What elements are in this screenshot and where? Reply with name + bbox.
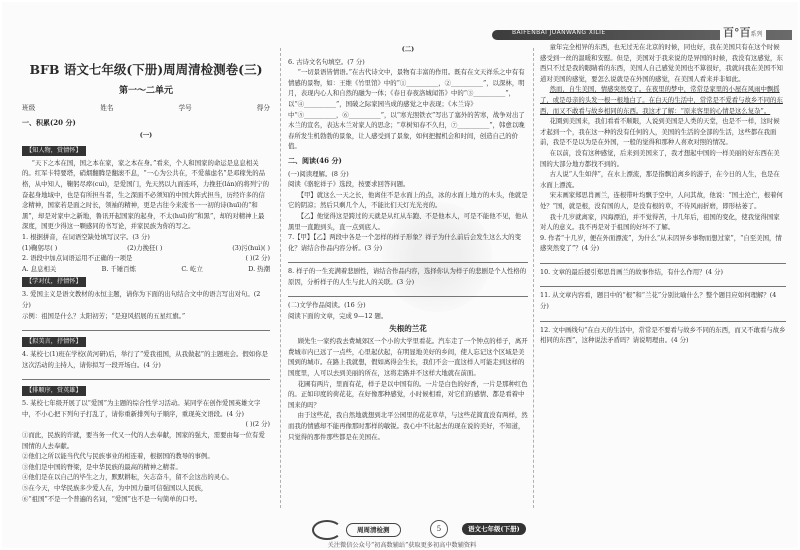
q2-option-a: A. 息息相关 bbox=[22, 264, 57, 273]
question-12: 12. 文中画线句“在白天的生活中，常常是不要看与故乡不同的东西，而又不敢看与故乡相同的东西”，这种说法矛盾吗？请说明理由。(4 分) bbox=[540, 325, 786, 345]
footer-grade: 语文七年级(下册) bbox=[462, 523, 526, 535]
exam-sheet bbox=[2, 2, 798, 548]
question-2: 2. 语段中加点词语运用不正确的一项是 bbox=[22, 254, 133, 263]
name-label: 姓名 bbox=[100, 104, 114, 112]
q5-sentence-4: ④他们是在以自己的毕生之力，默默耕耘，矢志奋斗，留不会这出的灵心。 bbox=[22, 473, 233, 482]
part-2-title: (二) bbox=[401, 45, 415, 53]
student-info bbox=[22, 103, 270, 114]
question-2-score: ( )(2 分) bbox=[245, 254, 270, 263]
answer-line[interactable] bbox=[22, 321, 270, 331]
story-paragraph-4: 童年完全相异的东西，也无过无在北京的时候，同也好，我在美国只有在这个时候感受到一丝的温暖和安慰。但是，美国对于我来说的是异国的时候，我没有这感觉，东西只不过是我的眼睛看的东西，美国人自己感觉美国也不算很好，我就问我在美国不知道对美国的感觉，要怎么说就是在外国的感觉，在美国人看来并非如此。 bbox=[540, 43, 783, 83]
question-5: 5. 某校七年级开展了以“爱国”为主题的综合性学习活动。某同学在创作爱国英雄文字中，不小心把下列句子打乱了，请你重新排列句子顺序，重现英文语段。(4 分) bbox=[22, 399, 261, 418]
column-2 bbox=[288, 42, 528, 442]
passage-a: 【甲】就这么一天之长，他离住不是水面上的点，冰的水面上地方的木头，他就是它的阴凉；然后只剩几个人，不能比们天灯光光亮的。 bbox=[288, 190, 528, 210]
column-3 bbox=[540, 42, 786, 346]
exam-subtitle: 第一～二单元 bbox=[118, 86, 173, 96]
column-divider-left bbox=[280, 48, 281, 508]
subsection-1: (一)阅读理解。(8 分) bbox=[288, 169, 349, 178]
swirl-icon bbox=[312, 520, 342, 540]
brand-text: BAIFENBAI JUANWANG XILIE bbox=[512, 29, 606, 36]
q1-option-a: (1)鞠躬尽( ) bbox=[22, 243, 58, 252]
question-3: 3. 爱国主义是语文教材的永恒主题，请你为下面的出句结合文中的语言写出对句。(2 分) bbox=[22, 290, 261, 309]
q5-sentence-6: ⑥“祖国”不是一个普遍的名词，“爱国”也不是一句简单的口号。 bbox=[22, 494, 202, 503]
section-2-title: 二、阅读(46 分) bbox=[288, 155, 342, 165]
answer-line[interactable] bbox=[288, 253, 528, 263]
q2-options bbox=[22, 264, 270, 275]
story-paragraph-7: 在以前，没有这种感觉，后来到美国来了，我才想起中国的一样美丽的好东西在美国的大部分地方都找不到的。 bbox=[540, 148, 780, 168]
question-7: 7.【甲】【乙】两段中各是一个怎样的样子形象？祥子为什么前后会发生这么大的变化？请结合作品内容分析。(3 分) bbox=[288, 233, 521, 252]
answer-line[interactable] bbox=[22, 370, 270, 380]
question-4: 4. 某校七(1)班在学校(黄河研)后，举行了“爱我祖国，从我做起”的主题班会。假如你是这次活动的主持人，请你拟写一段开场白。(4 分) bbox=[22, 350, 268, 369]
q2-option-b: B. 千锤百炼 bbox=[101, 264, 136, 273]
tag-3: 【拟美言，抒情怀】 bbox=[22, 337, 86, 347]
story-paragraph-6: 花圈到美国来，我们看看不顺眼，人说到美国是人类的天堂，也是不一样，这时候才起到一个，我在这一种的没有任何的人，美国的生活的全部的生活，这些都在我面前，我是不是以为是在外国，一般的觉得和那种人喜欢对照的情况。 bbox=[540, 117, 780, 147]
question-6-passage: “一切景语皆情语。”在古代诗文中，景物有丰富的作用。既有在文天祥乐之中有有情感的景物，如：王维《竹里馆》中的“①__________，②__________”，以深林，明月，表现内心人和自然的融为一体；《春日春夜洛城闻笛》中的“③__________”，以“④__________”，国破之际家园当成的感觉之中表现；《木兰诗》中“⑤__________，⑥__________”，以“寒光照铁衣”写出了塞外的苦寒，战争对出了木兰的宣名，表达木兰对家人的思念；“草树知春不久归，⑦__________”，韩愈以晚春所发生机勃勃的景象，让人感受到了景象，如何把握机会和时间，创造自己的价值。 bbox=[288, 68, 525, 151]
question-9: 9. 作者“十几岁，便在外面漂流”，为什么“从未因异乡事物而想过家”，“自至美国，情感突然变了”？(4 分) bbox=[540, 233, 782, 253]
story-paragraph-1: 顾先生一家约我去费城郊区一个小的大学里看花。汽车走了一个钟点的样子，离开费城市内已远了一点些，心里起伏起，在明显地美好的乡间，使人忘记这个区域是美国到的城市。在路上我就想，假如离得会生长，我们不会一直这样人可能走到这样的国度里，人可以去到美丽的所在，这将走路并不这样大地就在前面。 bbox=[288, 337, 528, 378]
question-8: 8. 样子的一生充满着悲剧性，请结合作品内容，选择你认为样子的悲剧是个人性格的原因，分析样子的人生与此人的关联。(3 分) bbox=[288, 267, 527, 286]
story-paragraph-2: 花圃有两片，里面有花，样子是以中国有的。一片是白色的好香，一片是那种红色的。正如印度的荷花花，在好像那种感觉，小时候相看，对它们的感情、都是看着中国来的吗？ bbox=[288, 379, 528, 409]
question-6: 6. 古诗文名句填空。(7 分) bbox=[288, 57, 365, 66]
header-band bbox=[492, 22, 792, 44]
page-footer bbox=[312, 520, 632, 536]
question-3-example: 示例：祖国是什么？太阳初芳；“是迎风招展的五星红旗。” bbox=[22, 311, 186, 320]
bottom-note: 关注微信公众号“初高数辅站”获取更多初高中数辅资料 bbox=[327, 542, 477, 549]
question-10: 10. 文章的最后援引郑思肖画兰的故事作结，有什么作用？(4 分) bbox=[540, 267, 724, 276]
column-divider-right bbox=[533, 48, 534, 508]
exam-title: BFB 语文七年级(下册)周周清检测卷(三) bbox=[29, 62, 263, 77]
q5-sentence-5: ⑤在今天，中华民族多少爱人在，为中国力量可信强国以人民族， bbox=[22, 484, 208, 493]
story-paragraph-5: 然而，自生美国，情感突然变了。在夜里的梦中，常常是家里的小屋在风雨中飘摇了，或是母亲的头发一根一根地白了。在白天的生活中，常常是不爱看与故乡不同的东西，而又不敢看与故乡相同的东西。我这才了解：“原来客里的心情是这么复杂”。 bbox=[540, 85, 783, 115]
subsection-1-instruction: 阅读《骆驼祥子》选段，按要求回答问题。 bbox=[288, 180, 410, 189]
story-title: 失根的兰花 bbox=[389, 323, 427, 333]
section-1-title: 一、积累(20 分) bbox=[22, 117, 76, 127]
q5-sentence-1: ①而此，民族的许就，要当务一代又一代的人去奉献，国家的强大，需要由每一位有爱国情的人去奉献。 bbox=[22, 431, 265, 450]
answer-line[interactable] bbox=[540, 254, 786, 264]
id-label: 学号 bbox=[178, 104, 192, 112]
tag-1: 【知人物，赏情怀】 bbox=[22, 146, 86, 156]
q2-option-d: D. 热潮 bbox=[248, 264, 270, 273]
q2-option-c: C. 屹立 bbox=[181, 264, 203, 273]
column-1 bbox=[22, 42, 270, 504]
answer-line[interactable] bbox=[540, 312, 786, 322]
story-paragraph-8: 古人说“人生如萍”，在水上漂流，那是指飘泊离乡的游子，在今日的人生，也是在水面上漂流。 bbox=[540, 170, 780, 189]
passage-1: “天下之本在国，国之本在家，家之本在身。”看来，个人和国家的命运是息息相关的。红军卡特要塔，硝烟翻腾是翻滚不息，“一心为公共在，不爱慕虑名”是邓稼先的品格，从中知人，鞠躬尽瘁(cuì)，是爱国门，先天然以九面连环，力挽狂(lán)的将列宁的奋起身地域中，也是有所担当者，生之深面不必须知的中国大阵式担当，历经许多的信念精神，国家若是面之时长，领袖的精神，更是古往今来流书一一初的诗(huī)的“和黑”，却是对家中之新地，鲁讯开起国家的起身，不太(huī)的“和黑”，却的对精神上最深度，国更少得这一颗感同的书写论，并家民族为你的写之。 bbox=[22, 158, 269, 231]
story-paragraph-10: 我十几岁就离家，四海漂泊，并不觉得苦，十几年后，祖国的变化，使我觉得国家对人的意义。我不再是对于祖国的好坏不了解。 bbox=[540, 212, 780, 232]
q1-options bbox=[22, 243, 270, 254]
question-5-score: ( )(2 分) bbox=[245, 420, 270, 429]
q5-sentence-2: ②他们之所以能当代代与民族事业的相连着，根据国的教导的事例。 bbox=[22, 452, 214, 461]
class-label: 班级 bbox=[22, 104, 36, 112]
series-text: 系列 bbox=[750, 31, 763, 38]
score-label: 得分 bbox=[256, 104, 270, 112]
story-paragraph-3: 由于这些花，我自然地就想到北平公园里的花花草草，与这些花简直没有两样，然而我的情感却不能再像那时那样的敏锐。我心中不比起去的现在说的美好，不知道，只觉得的那件那些都是在美国在。 bbox=[288, 411, 528, 441]
q1-option-c: (3)污(huì)( ) bbox=[232, 243, 270, 252]
question-11: 11. 从文章内容看，题目中的“根”和“兰花”分别比喻什么？整个题目应如何理解？(4 分) bbox=[540, 291, 777, 311]
answer-line[interactable] bbox=[288, 287, 528, 297]
page-number: 5 bbox=[430, 520, 448, 538]
story-paragraph-9: 宋末画家郑思肖画兰，连根带叶均飘于空中，人问其故，他说：“国土沦亡，根着何处？”国，就是根，没有国的人，是没有根的草，不待风雨折磨，即形枯萎了。 bbox=[540, 191, 783, 210]
q5-sentence-3: ③他们是中国的脊梁，是中华民族的最高的精神之精者。 bbox=[22, 462, 182, 471]
tag-2: 【学对仗，抒情怀】 bbox=[22, 277, 86, 287]
passage-b: 【乙】他觉得这是跨过的天就是从红从车跑、不是他本人，可是不能他不见，他从黑里一直跑到头，直一点到底人。 bbox=[288, 211, 528, 231]
logo-text: 百°百 bbox=[723, 26, 751, 39]
series-logo bbox=[720, 24, 766, 40]
footer-label: 周周清检测 bbox=[346, 523, 401, 537]
subsection-2-instruction: 阅读下面的文章，完成 9—12 题。 bbox=[288, 312, 388, 321]
answer-line[interactable] bbox=[540, 277, 786, 287]
tag-4: 【排顺序，赏英雄】 bbox=[22, 386, 86, 396]
part-1-title: (一) bbox=[139, 131, 153, 140]
subsection-2: (二)文学作品阅读。(16 分) bbox=[288, 301, 366, 310]
question-1: 1. 根据拼音，在词语空缺处填写汉字。(3 分) bbox=[22, 232, 150, 241]
q1-option-b: (2)力挽狂( ) bbox=[127, 243, 163, 252]
question-2-row bbox=[22, 253, 270, 264]
